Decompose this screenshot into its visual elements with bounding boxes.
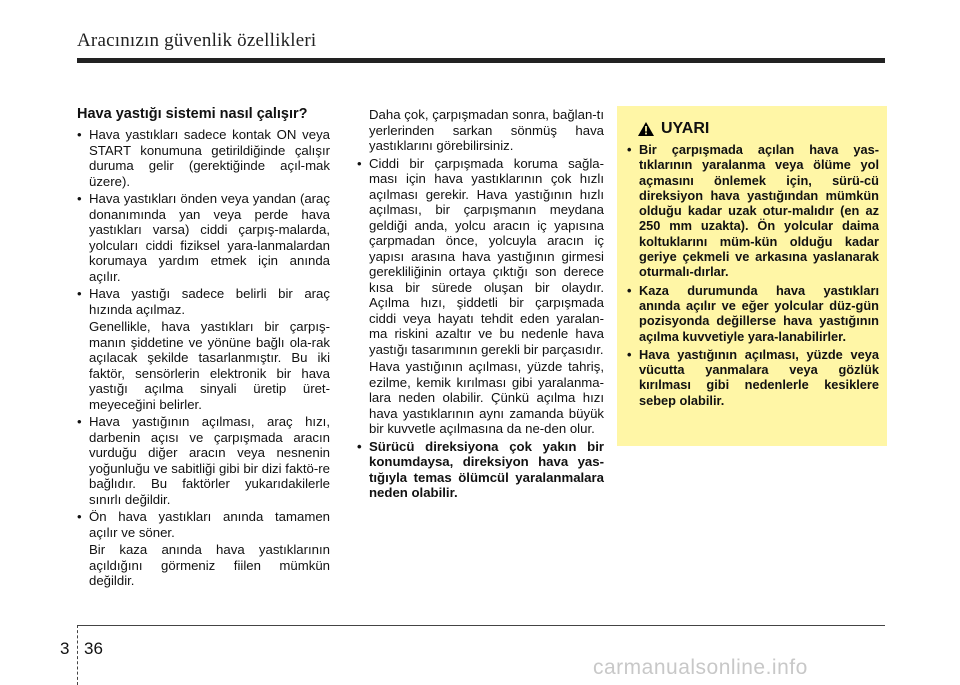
text-column-left xyxy=(77,127,330,591)
warning-title: UYARI xyxy=(661,120,710,137)
warning-bullet: • Hava yastığının açılması, yüzde veya vücutta yanmalara veya gözlük kırılması gibi nedenlerle kesiklere sebep olabilir. xyxy=(627,347,879,408)
warning-body xyxy=(627,142,879,411)
chapter-header-title: Aracınızın güvenlik özellikleri xyxy=(77,30,317,51)
warning-bullet: • Kaza durumunda hava yastıkları anında açılır ve eğer yolcular düz-gün pozisyonda değillerse hava yastığının açılma kuvvetiyle yara-lanabilirler. xyxy=(627,283,879,344)
warning-bullet: • Bir çarpışmada açılan hava yas-tıklarının yaralanma veya ölüme yol açmasını önlemek için, sürü-cü direksiyon hava yastığından mümkün olduğu kadar uzak otur-malıdır (en az 250 mm uzakta). Ön yolcular daima koltuklarını müm-kün olduğu kadar geriye çekmeli ve arkasına yaslanarak oturmalı-dırlar. xyxy=(627,142,879,280)
bullet-paragraph: • Ön hava yastıkları anında tamamen açılır ve söner. xyxy=(77,509,330,540)
header-rule-thin xyxy=(77,62,885,63)
footer-rule xyxy=(77,625,885,626)
footer-divider xyxy=(77,625,79,685)
chapter-number: 3 xyxy=(60,639,70,658)
indented-paragraph: Genellikle, hava yastıkları bir çarpış-manın şiddetine ve yönüne bağlı ola-rak açılacak şekilde tasarlanmıştır. Bu iki faktör, sensörlerin elektronik bir hava yastığı açılma sinyali üretip üret-meyeceğini belirler. xyxy=(89,319,330,412)
bullet-paragraph-bold: • Sürücü direksiyona çok yakın bir konumdaysa, direksiyon hava yas-tığıyla temas ölümcül yaralanmalara neden olabilir. xyxy=(357,439,604,501)
section-title: Hava yastığı sistemi nasıl çalışır? xyxy=(77,106,308,122)
bullet-paragraph: • Hava yastıkları sadece kontak ON veya START konumuna getirildiğinde çalışır duruma gelir (gerektiğinde açıl-mak üzere). xyxy=(77,127,330,189)
indented-paragraph: Hava yastığının açılması, yüzde tahriş, ezilme, kemik kırılması gibi yaralanma-lara neden olabilir. Çünkü açılma hızı hava yastıklarının aynı zamanda büyük bir kuvvetle açılmasına da ne-den olur. xyxy=(369,359,604,436)
warning-box xyxy=(617,106,887,446)
text-column-middle xyxy=(357,107,604,503)
page-number: 36 xyxy=(84,639,103,658)
bullet-paragraph: • Ciddi bir çarpışmada koruma sağla-ması için hava yastıklarının çok hızlı açılması gerekir. Hava yastığının hızlı açılması, bir çarpışmanın meydana geldiği anda, yolcu aracın iç yapısına çarpmadan önce, yolcuyla aracın iç yapısı arasına hava yastığının girmesi gerekliliğinin ortaya çıktığı son derece kısa bir sürede oluşan bir olaydır. Açılma hızı, şiddetli bir çarpışmada ciddi veya hayatı tehdit eden yaralan-ma riskini azaltır ve bu nedenle hava yastığı tasarımının gerekli bir parçasıdır. xyxy=(357,156,604,358)
indented-paragraph: Daha çok, çarpışmadan sonra, bağlan-tı yerlerinden sarkan sönmüş hava yastıklarını görebilirsiniz. xyxy=(369,107,604,153)
indented-paragraph: Bir kaza anında hava yastıklarının açıldığını görmeniz fiilen mümkün değildir. xyxy=(89,542,330,588)
bullet-paragraph: • Hava yastığı sadece belirli bir araç hızında açılmaz. xyxy=(77,286,330,317)
watermark: carmanualsonline.info xyxy=(593,656,808,679)
bullet-paragraph: • Hava yastığının açılması, araç hızı, darbenin açısı ve çarpışmada aracın vurduğu diğer aracın veya nesnenin yoğunluğu ve sabitliği gibi bir dizi faktö-re bağlıdır. Bu faktörler yukarıdakilerle sınırlı değildir. xyxy=(77,414,330,507)
warning-header xyxy=(637,120,709,138)
warning-triangle-icon xyxy=(637,121,655,137)
bullet-paragraph: • Hava yastıkları önden veya yandan (araç donanımında yan veya perde hava yastıkları varsa) ciddi çarpış-malarda, yolcuları ciddi fiziksel yara-lanmalardan korumaya yardım etmek için anında açılır. xyxy=(77,191,330,284)
